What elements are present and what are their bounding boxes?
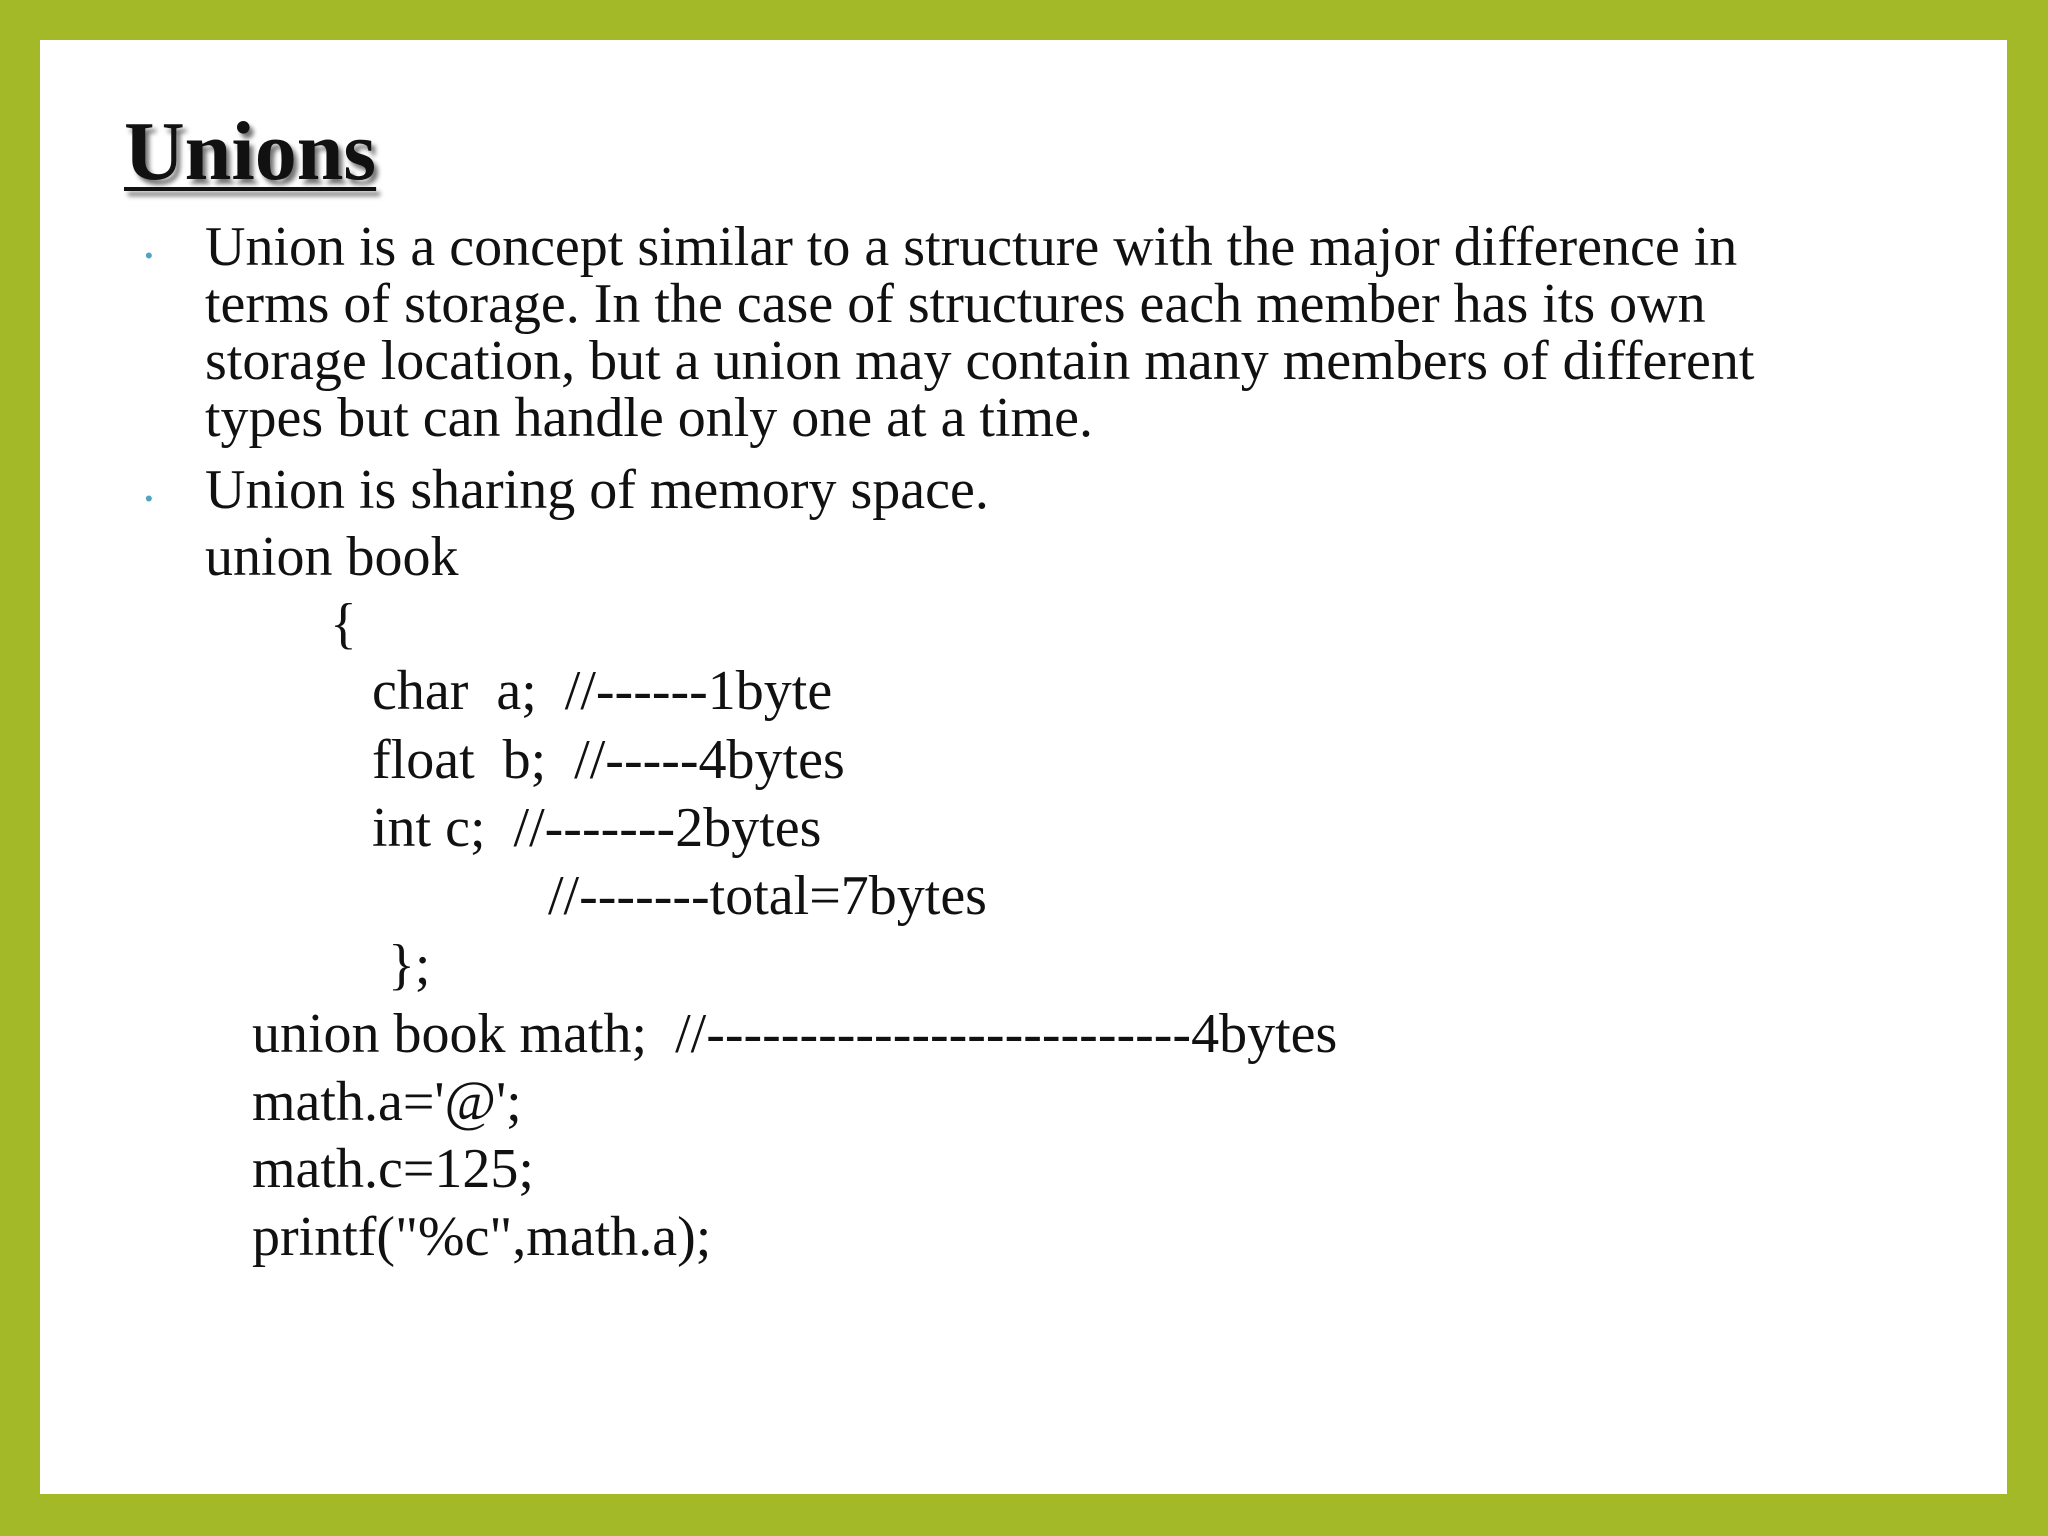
code-member-char: char a; //------1byte — [372, 660, 833, 722]
bullet1-line2: terms of storage. In the case of structures each member has its own — [205, 273, 1706, 335]
bullet-marker: • — [145, 243, 153, 268]
code-assign-c: math.c=125; — [252, 1138, 534, 1200]
bullet1-line1: Union is a concept similar to a structure with the major difference in — [205, 216, 1738, 278]
code-var-decl: union book math; //--------------------------4bytes — [252, 1003, 1338, 1065]
code-assign-a: math.a='@'; — [252, 1071, 522, 1133]
code-total-comment: //-------total=7bytes — [548, 865, 987, 927]
code-member-float: float b; //-----4bytes — [372, 729, 845, 791]
bullet-marker: • — [145, 486, 153, 511]
slide — [40, 40, 2007, 1494]
bullet1-line4: types but can handle only one at a time. — [205, 387, 1093, 449]
slide-title: Unions — [124, 105, 377, 198]
code-close-brace: }; — [388, 934, 431, 996]
code-open-brace: { — [330, 593, 357, 655]
code-union-decl: union book — [205, 526, 459, 588]
bullet2-text: Union is sharing of memory space. — [205, 459, 989, 521]
bullet1-line3: storage location, but a union may contain many members of different — [205, 330, 1755, 392]
code-member-int: int c; //-------2bytes — [372, 797, 822, 859]
code-printf: printf("%c",math.a); — [252, 1206, 712, 1268]
